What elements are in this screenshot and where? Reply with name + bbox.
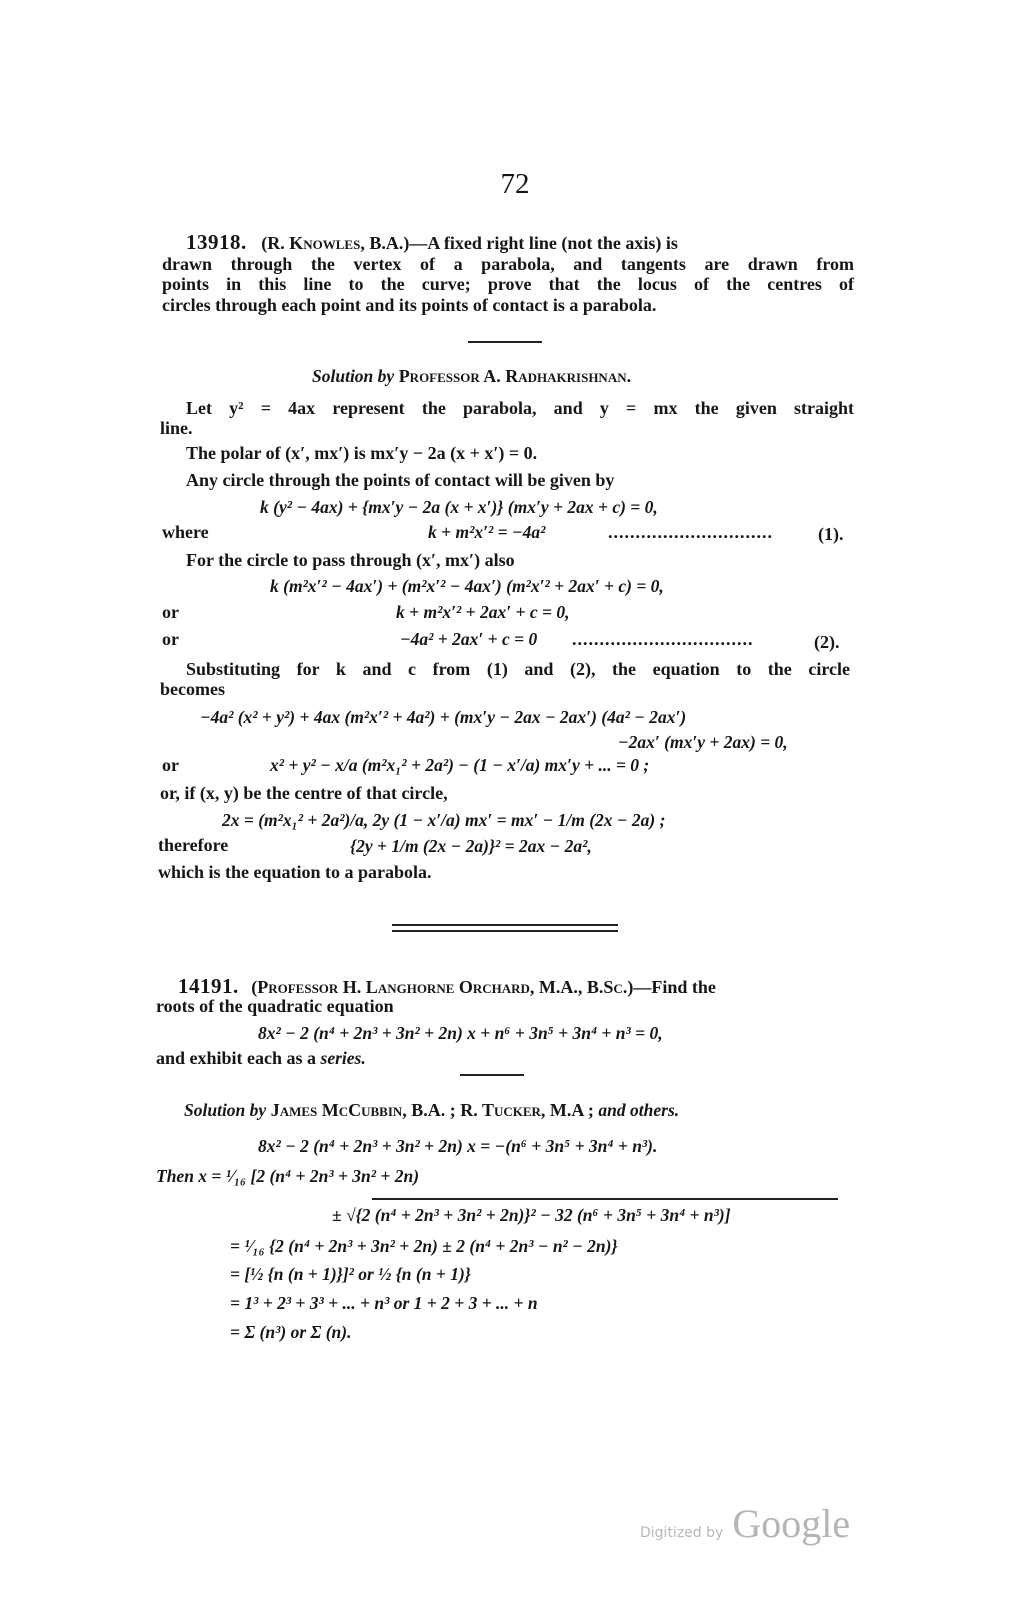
digitized-by-watermark [640,1500,850,1547]
equation: 2x = (m²x₁² + 2a²)/a, 2y (1 − x′/a) mx′ = mx′ − 1/m (2x − 2a) ; [222,810,666,830]
equation: Then x = ¹⁄₁₆ [2 (n⁴ + 2n³ + 3n² + 2n) [156,1166,420,1186]
problem-line: roots of the quadratic equation [156,996,394,1016]
solution-author: James McCubbin, B.A. ; R. Tucker, M.A ; [270,1100,594,1120]
equation: −4a² + 2ax′ + c = 0 [400,629,538,649]
equation: k (y² − 4ax) + {mx′y − 2a (x + x′)} (mx′y + 2ax + c) = 0, [260,497,658,517]
text-line: where [162,522,209,542]
solution-heading [312,366,631,387]
problem-line [156,1048,366,1069]
text-line: Substituting for k and c from (1) and (2), the equation to the circle [186,659,850,679]
equation: = Σ (n³) or Σ (n). [230,1322,352,1342]
problem-text: —A fixed right line (not the axis) is [409,233,678,253]
problem-13918 [162,232,854,315]
equation: = [½ {n (n + 1)}]² or ½ {n (n + 1)} [230,1264,471,1284]
solution-heading [184,1100,679,1121]
text-line: line. [160,418,193,438]
text-line: or [162,755,179,775]
problem-author: (R. Knowles, B.A.) [261,233,410,253]
text-line: For the circle to pass through (x′, mx′) also [186,550,515,570]
equation: k + m²x′² = −4a² [428,522,546,542]
short-divider [468,341,542,343]
equation: = ¹⁄₁₆ {2 (n⁴ + 2n³ + 3n² + 2n) ± 2 (n⁴ + 2n³ − n² − 2n)} [230,1236,618,1256]
double-divider-top [392,924,618,926]
problem-emphasis: series. [320,1048,366,1068]
solution-others: and others. [598,1100,680,1120]
solution-by: Solution by [184,1100,267,1120]
equation-label: (2). [814,632,840,652]
text-line: or, if (x, y) be the centre of that circle, [160,783,448,803]
problem-line: drawn through the vertex of a parabola, and tangents are drawn from [162,253,854,274]
equation: −4a² (x² + y²) + 4ax (m²x′² + 4a²) + (mx′y − 2ax − 2ax′) (4a² − 2ax′) [200,707,687,727]
problem-text: and exhibit each as a [156,1048,317,1068]
watermark-small-text: Digitized by [640,1525,724,1541]
radical-vinculum [372,1198,838,1200]
text-line: which is the equation to a parabola. [158,862,432,882]
text-line: Let y² = 4ax represent the parabola, and y = mx the given straight [186,398,854,418]
text-line: therefore [158,835,229,855]
equation: {2y + 1/m (2x − 2a)}² = 2ax − 2a², [350,836,592,856]
problem-text: —Find the [633,977,716,997]
equation: 8x² − 2 (n⁴ + 2n³ + 3n² + 2n) x = −(n⁶ + 3n⁵ + 3n⁴ + n³). [258,1136,658,1156]
text-line: or [162,629,179,649]
leader-dots: ................................. [572,629,754,649]
problem-number: 13918. [186,230,247,254]
equation: x² + y² − x/a (m²x₁² + 2a²) − (1 − x′/a) mx′y + ... = 0 ; [270,755,650,775]
solution-author: Professor A. Radhakrishnan. [398,366,632,386]
equation: = 1³ + 2³ + 3³ + ... + n³ or 1 + 2 + 3 + ... + n [230,1293,538,1313]
page-number: 72 [500,168,530,200]
double-divider-bottom [392,930,618,932]
equation: −2ax′ (mx′y + 2ax) = 0, [618,732,788,752]
problem-line [162,232,854,254]
text-line: The polar of (x′, mx′) is mx′y − 2a (x + x′) = 0. [186,443,538,463]
problem-line: points in this line to the curve; prove that the locus of the centres of [162,274,854,294]
equation: ± √{2 (n⁴ + 2n³ + 3n² + 2n)}² − 32 (n⁶ + 3n⁵ + 3n⁴ + n³)] [332,1205,731,1225]
problem-author: (Professor H. Langhorne Orchard, M.A., B.Sc.) [251,977,634,997]
equation-label: (1). [818,524,844,544]
problem-number: 14191. [178,974,239,998]
short-divider [460,1074,524,1076]
text-line: Any circle through the points of contact will be given by [186,470,615,490]
solution-by: Solution by [312,366,395,386]
equation: 8x² − 2 (n⁴ + 2n³ + 3n² + 2n) x + n⁶ + 3n⁵ + 3n⁴ + n³ = 0, [258,1023,663,1043]
text-line: or [162,602,179,622]
google-logo: Google [732,1501,851,1546]
equation: k + m²x′² + 2ax′ + c = 0, [396,602,570,622]
problem-line: circles through each point and its points of contact is a parabola. [162,294,657,315]
leader-dots: .............................. [608,522,773,542]
text-line: becomes [160,679,225,699]
equation: k (m²x′² − 4ax′) + (m²x′² − 4ax′) (m²x′² + 2ax′ + c) = 0, [270,576,664,596]
